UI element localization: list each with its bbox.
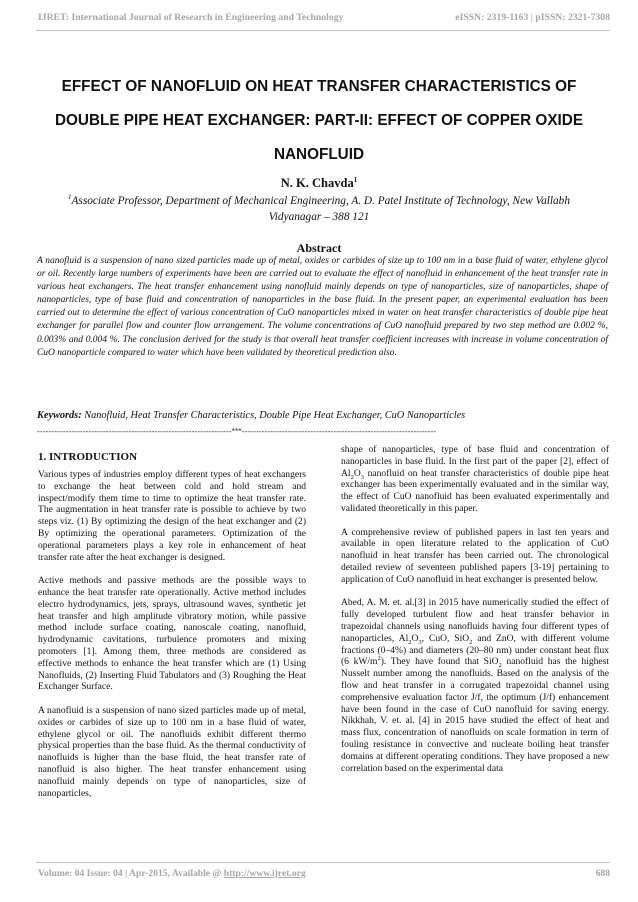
abstract-text: A nanofluid is a suspension of nano sized particles made up of metal, oxides or carbides of size up to 100 nm in a base fluid of water, ethylene glycol or oil. Recently large numbers of experiments have been are carried out to evaluate the effect of nanofluid in enhancement of the heat transfer rate in various heat exchangers. The heat transfer enhancement using nanofluid mainly depends on type of nanoparticles, size of nanoparticles, shape of nanoparticles, type of base fluid and concentration of nanoparticles in the base fluid. In the present paper, an experimental evaluation has been carried out to determine the effect of various concentration of CuO nanoparticles mixed in water on heat transfer characteristics of double pipe heat exchanger for parallel flow and counter flow arrangement. The volume concentrations of CuO nanofluid prepared by two step method are 0.002 %, 0.003% and 0.004 %. The conclusion derived for the study is that overall heat transfer coefficient increases with increase in volume concentration of CuO nanoparticle compared to water which have been validated by theoretical prediction also. — [37, 256, 608, 358]
paragraph: A nanofluid is a suspension of nano sized particles made up of metal, oxides or carbides of size up to 100 nm in a base fluid of water, ethylene glycol or oil. The nanofluids exhibit different thermo physical properties than the base fluid. As the thermal conductivity of nanofluids is higher than the base fluid, the heat transfer rate of nanofluid is also higher. The heat transfer enhancement using nanofluid mainly depends on type of nanoparticles, size of nanoparticles, — [38, 704, 306, 799]
keywords-text: Nanofluid, Heat Transfer Characteristics, Double Pipe Heat Exchanger, CuO Nanoparticles — [84, 410, 466, 421]
author-mark: 1 — [353, 175, 358, 184]
affiliation-mark: 1 — [68, 193, 72, 202]
journal-name: IJRET: International Journal of Research in Engineering and Technology — [38, 12, 344, 23]
author-name: N. K. Chavda — [280, 176, 354, 190]
affiliation — [42, 193, 596, 225]
section-heading-introduction: 1. INTRODUCTION — [38, 451, 138, 463]
running-footer — [38, 868, 610, 879]
paper-title: EFFECT OF NANOFLUID ON HEAT TRANSFER CHARACTERISTICS OF DOUBLE PIPE HEAT EXCHANGER: PART-II: EFFECT OF COPPER OXIDE NANOFLUID — [54, 78, 584, 163]
issn: eISSN: 2319-1163 | pISSN: 2321-7308 — [455, 12, 610, 23]
affiliation-text: Associate Professor, Department of Mechanical Engineering, A. D. Patel Institute of Technology, New Vallabh Vidyanagar – 388 121 — [71, 195, 570, 223]
footer-volume: Volume: 04 Issue: 04 | Apr-2015, Available @ http://www.ijret.org — [38, 868, 306, 879]
paragraph: shape of nanoparticles, type of base fluid and concentration of nanoparticles in base fluid. In the first part of the paper [2], effect of $Al_2O_3$ nanofluid on heat transfer characteristics of double pipe heat exchanger has been experimentally evaluated and in the similar way, the effect of CuO nanofluid has been evaluated experimentally and validated theoretically in this paper. — [341, 444, 609, 514]
keywords-label: Keywords: — [37, 410, 82, 421]
left-column — [38, 450, 306, 811]
paragraph: Abed, A. M. et. al.[3] in 2015 have numerically studied the effect of fully developed turbulent flow and heat transfer behavior in trapezoidal channels using nanofluids having four different types of nanoparticles, $Al_2O_3$, CuO, SiO$_2$ and ZnO, with different volume fractions (0–4%) and diameters (20–80 nm) under constant heat flux (6 $kW/m^2$). They have found that SiO$_2$ nanofluid has the highest Nusselt number among the nanofluids. Based on the analysis of the flow and heat transfer in a corrugated trapezoidal channel using comprehensive evaluation factor J/f, the optimum (J/f) enhancement have been found in the case of CuO nanofluid for saving energy. Nikkhah, V. et. al. [4] in 2015 have studied the effect of heat and mass flux, concentration of nanofluids on scale formation in term of fouling resistance in convective and nucleate boiling heat transfer domains at different operating conditions. They have proposed a new correlation based on the experimental data — [341, 597, 609, 774]
paragraph: Active methods and passive methods are the possible ways to enhance the heat transfer rate operationally. Active method includes electro hydrodynamics, jets, sprays, ultrasound waves, synthetic jet heat transfer and high amplitude vibratory motion, while passive method include surface coating, nanoscale coating, nanofluid, hydrodynamic cavitations, turbulence promoters and mixing promoters [1]. Among them, three methods are considered as effective methods to enhance the heat transfer which are (1) Using Nanofluids, (2) Inserting Fluid Tabulators and (3) Roughing the Heat Exchanger Surface. — [38, 575, 306, 693]
footer-rule — [36, 862, 610, 863]
author — [0, 176, 638, 191]
paragraph: Various types of industries employ different types of heat exchangers to exchange the heat between cold and hold stream and inspect/modify them time to time to optimize the heat transfer rate. The augmentation in heat transfer rate is possible to achieve by two steps viz. (1) By optimizing the design of the heat exchanger and (2) By optimizing the operational parameters. Optimization of the operational parameters plays a key role in enhancement of heat transfer rate after the heat exchanger is designed. — [38, 469, 306, 563]
running-header — [38, 12, 610, 30]
right-column — [341, 444, 609, 786]
section-separator: --------------------------------------------------------------------***-------------------------------------------------------------------- — [37, 426, 437, 436]
keywords — [37, 409, 608, 422]
journal-link[interactable]: http://www.ijret.org — [223, 868, 306, 879]
abstract-heading: Abstract — [296, 241, 342, 255]
page-number: 688 — [595, 868, 610, 879]
paragraph: A comprehensive review of published papers in last ten years and available in open literature related to the application of CuO nanofluid in heat transfer has been carried out. The chronological detailed review of seventeen published papers [3-19] pertaining to application of CuO nanofluid in heat exchanger is presented below. — [341, 526, 609, 585]
header-rule — [36, 30, 610, 31]
